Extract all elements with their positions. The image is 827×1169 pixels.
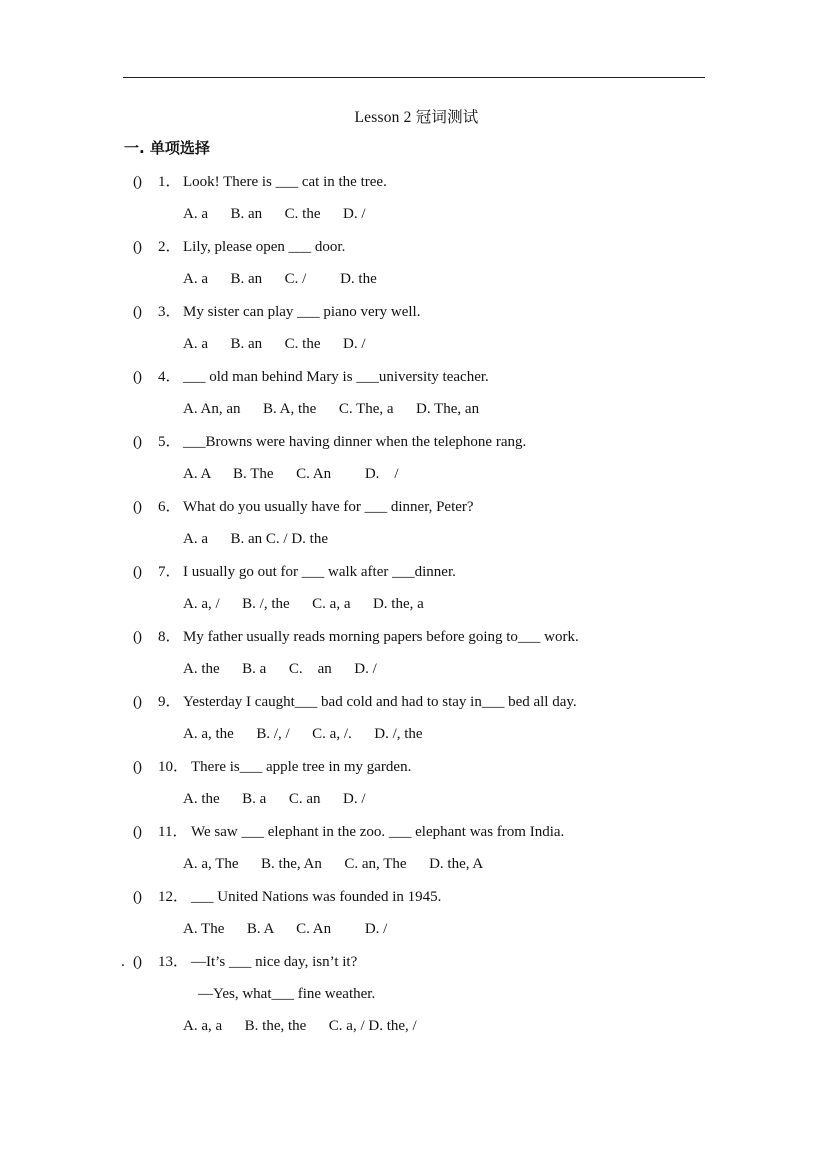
question-number: 9．	[158, 694, 181, 710]
question-3	[0, 300, 827, 365]
answer-blank[interactable]: ()	[133, 239, 141, 255]
answer-options: A. A B. The C. An D. /	[183, 466, 399, 482]
question-text: —It’s ___ nice day, isn’t it?	[191, 954, 358, 970]
question-number: 2．	[158, 239, 181, 255]
question-number: 10．	[158, 759, 189, 775]
question-number: 8．	[158, 629, 181, 645]
question-9	[0, 690, 827, 755]
answer-options: A. a B. an C. the D. /	[183, 336, 366, 352]
question-list	[0, 170, 827, 1034]
question-text: I usually go out for ___ walk after ___dinner.	[183, 564, 456, 580]
question-5	[0, 430, 827, 495]
question-8	[0, 625, 827, 690]
answer-options: A. a B. an C. the D. /	[183, 206, 366, 222]
question-12	[0, 885, 827, 950]
answer-blank[interactable]: ()	[133, 889, 141, 905]
question-number: 7．	[158, 564, 181, 580]
question-6	[0, 495, 827, 560]
question-number: 1．	[158, 174, 181, 190]
answer-options: A. a, / B. /, the C. a, a D. the, a	[183, 596, 424, 612]
header-rule	[123, 77, 705, 78]
answer-blank[interactable]: ()	[133, 499, 141, 515]
question-text: My father usually reads morning papers before going to___ work.	[183, 629, 579, 645]
answer-options: A. An, an B. A, the C. The, a D. The, an	[183, 401, 480, 417]
answer-options: A. a B. an C. / D. the	[183, 271, 377, 287]
answer-options: A. the B. a C. an D. /	[183, 791, 366, 807]
question-text: Yesterday I caught___ bad cold and had to stay in___ bed all day.	[183, 694, 577, 710]
answer-options: A. a, the B. /, / C. a, /. D. /, the	[183, 726, 423, 742]
question-number: 3．	[158, 304, 181, 320]
question-4	[0, 365, 827, 430]
question-number: 6．	[158, 499, 181, 515]
question-text: ___ old man behind Mary is ___university teacher.	[183, 369, 489, 385]
question-2	[0, 235, 827, 300]
question-text: There is___ apple tree in my garden.	[191, 759, 412, 775]
question-number: 5．	[158, 434, 181, 450]
question-text: Lily, please open ___ door.	[183, 239, 346, 255]
question-text: What do you usually have for ___ dinner, Peter?	[183, 499, 474, 515]
answer-options: A. the B. a C. an D. /	[183, 661, 377, 677]
answer-blank[interactable]: ()	[133, 304, 141, 320]
dialogue-reply: —Yes, what___ fine weather.	[198, 986, 376, 1002]
question-text: My sister can play ___ piano very well.	[183, 304, 421, 320]
answer-options: A. a, The B. the, An C. an, The D. the, A	[183, 856, 484, 872]
question-text: Look! There is ___ cat in the tree.	[183, 174, 387, 190]
answer-options: A. a, a B. the, the C. a, / D. the, /	[183, 1018, 417, 1034]
answer-blank[interactable]: ()	[133, 954, 141, 970]
lead-mark: .	[121, 954, 125, 970]
question-7	[0, 560, 827, 625]
answer-blank[interactable]: ()	[133, 434, 141, 450]
answer-blank[interactable]: ()	[133, 564, 141, 580]
question-text: We saw ___ elephant in the zoo. ___ elephant was from India.	[191, 824, 565, 840]
section-heading: 一. 单项选择	[124, 139, 210, 157]
question-10	[0, 755, 827, 820]
question-number: 4．	[158, 369, 181, 385]
question-number: 12．	[158, 889, 189, 905]
answer-blank[interactable]: ()	[133, 174, 141, 190]
question-11	[0, 820, 827, 885]
question-number: 13．	[158, 954, 189, 970]
answer-blank[interactable]: ()	[133, 759, 141, 775]
question-1	[0, 170, 827, 235]
question-text: ___Browns were having dinner when the telephone rang.	[183, 434, 527, 450]
question-number: 11．	[158, 824, 188, 840]
page-title: Lesson 2 冠词测试	[354, 109, 479, 126]
answer-blank[interactable]: ()	[133, 629, 141, 645]
answer-options: A. a B. an C. / D. the	[183, 531, 328, 547]
answer-blank[interactable]: ()	[133, 369, 141, 385]
question-13	[0, 950, 827, 1034]
answer-blank[interactable]: ()	[133, 694, 141, 710]
answer-options: A. The B. A C. An D. /	[183, 921, 388, 937]
question-text: ___ United Nations was founded in 1945.	[191, 889, 442, 905]
answer-blank[interactable]: ()	[133, 824, 141, 840]
